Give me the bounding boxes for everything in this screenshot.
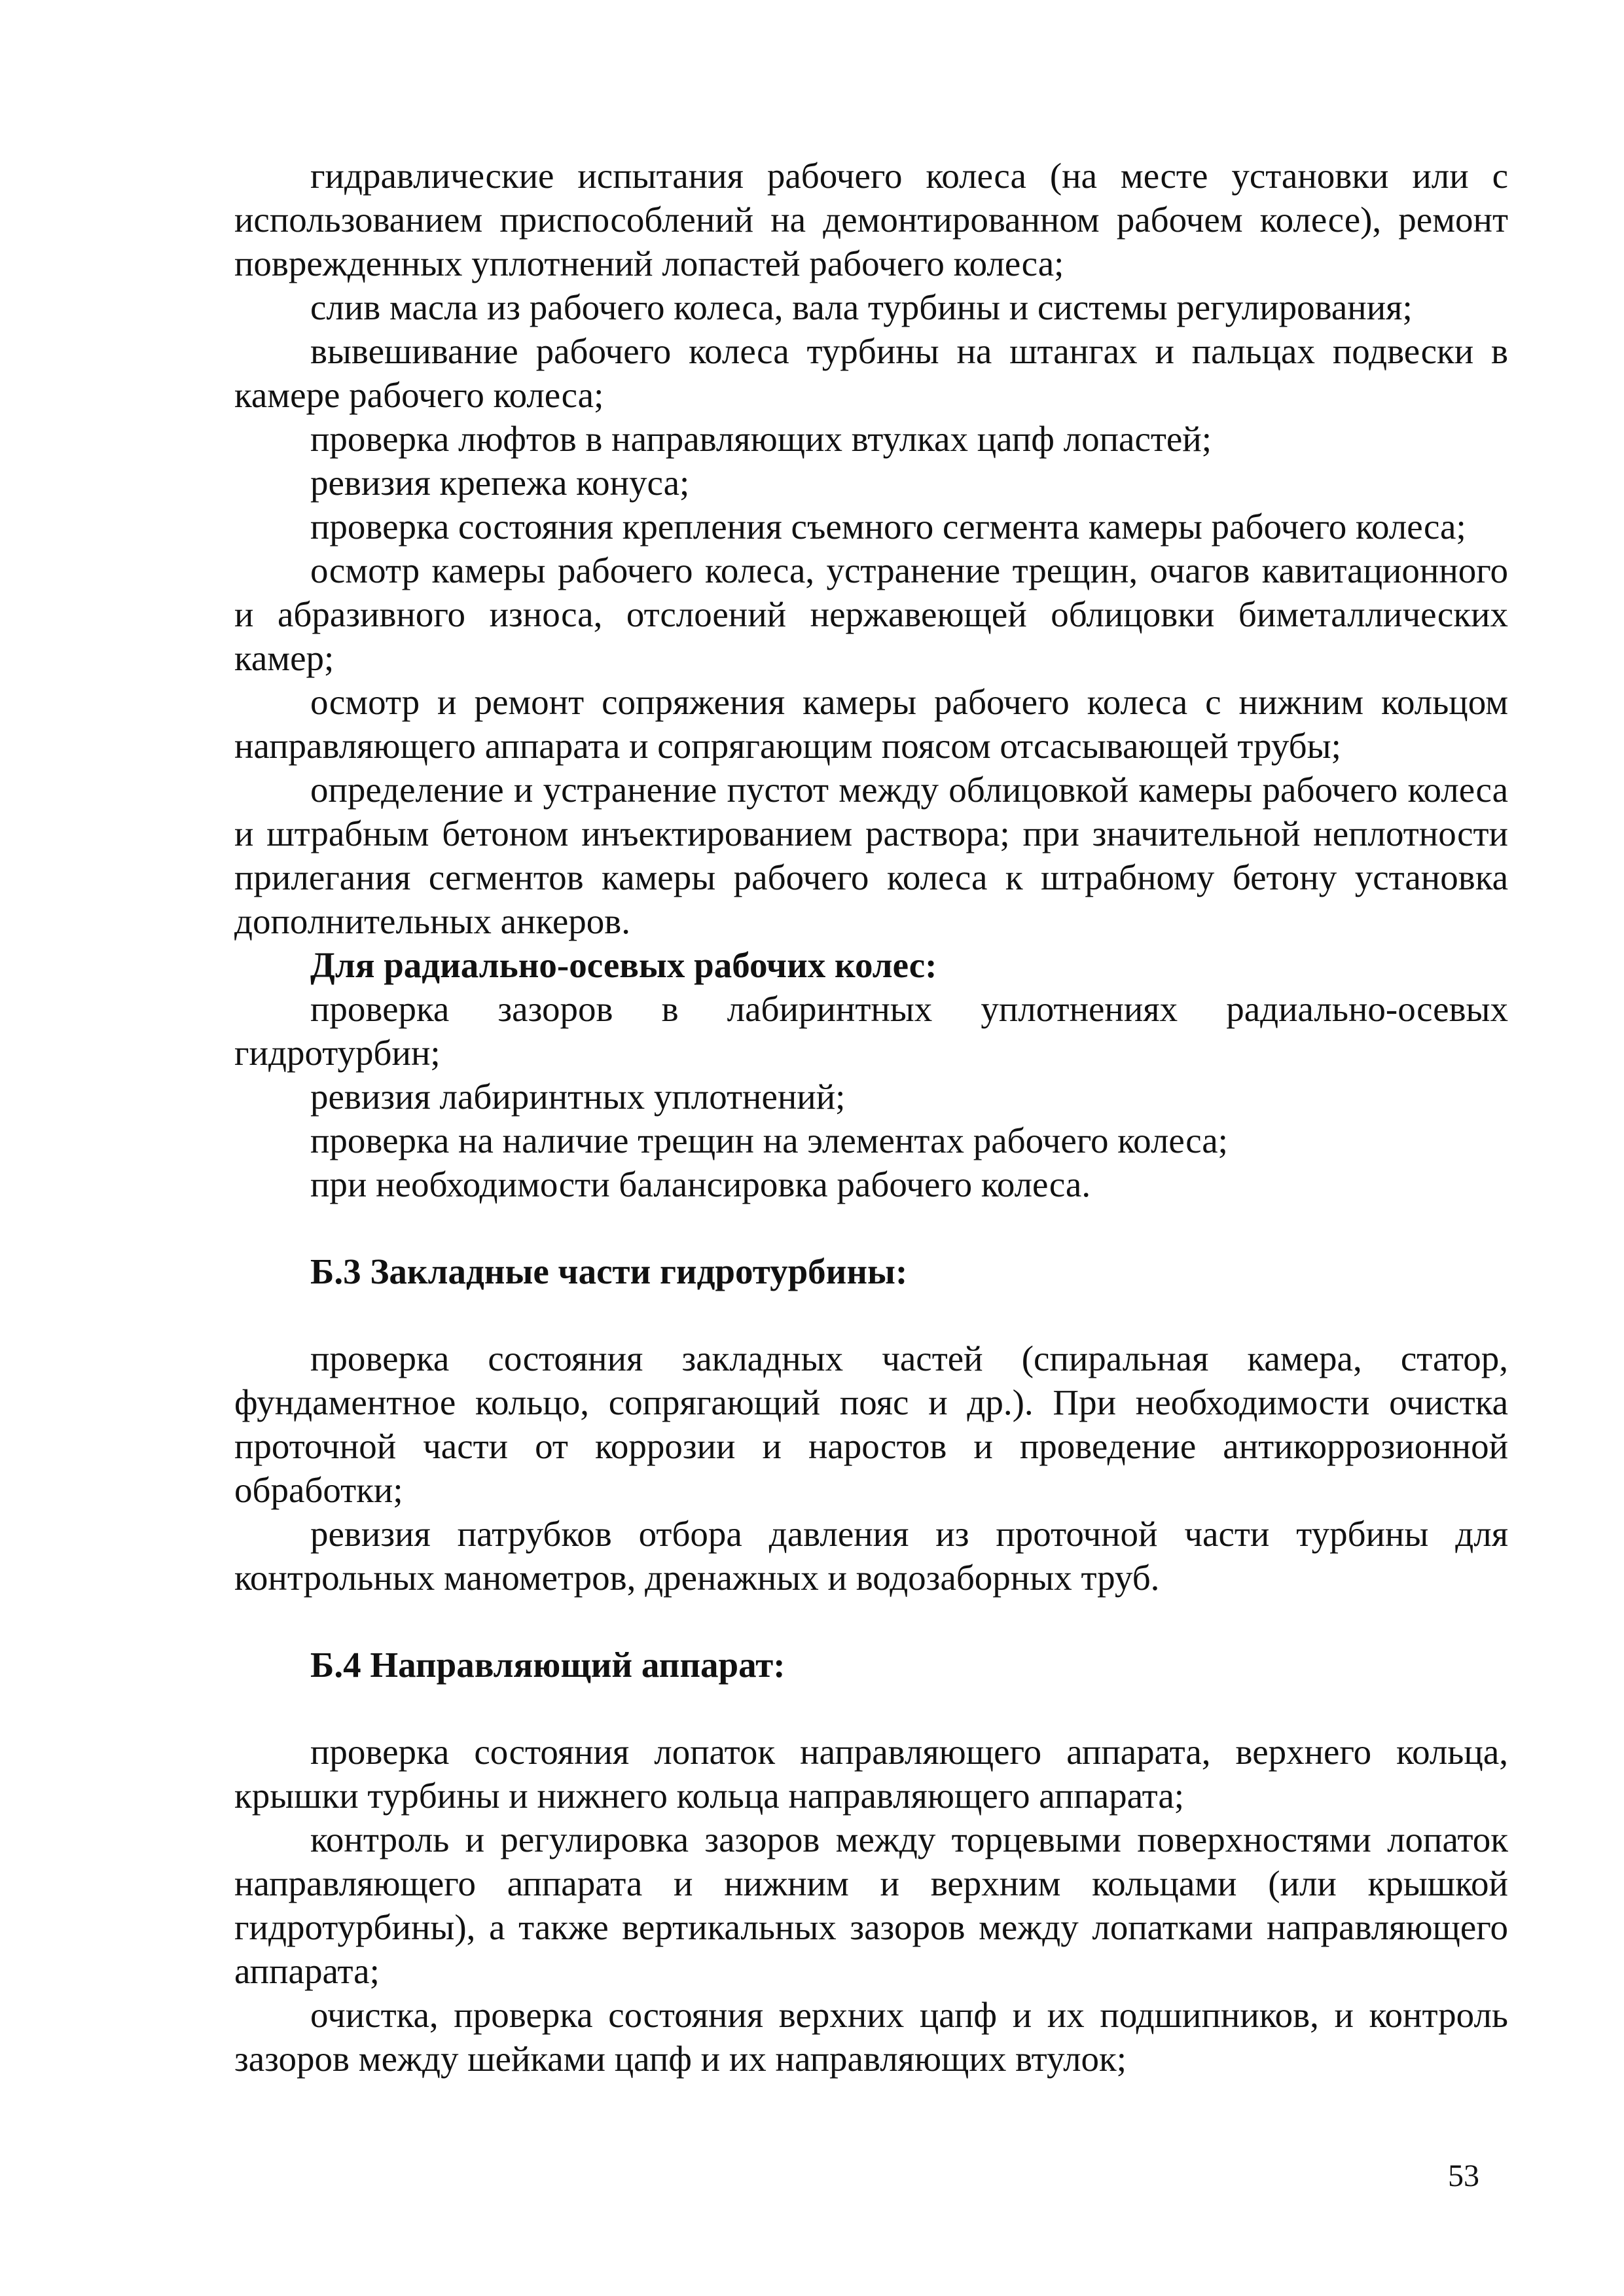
paragraph: проверка на наличие трещин на элементах рабочего колеса; — [310, 1121, 1228, 1160]
paragraph: при необходимости балансировка рабочего колеса. — [310, 1164, 1091, 1204]
paragraph: осмотр камеры рабочего колеса, устранение трещин, очагов кавитационного и абразивного износа, отслоений нержавеющей облицовки биметаллических камер; — [234, 550, 1508, 678]
paragraph: ревизия патрубков отбора давления из проточной части турбины для контрольных манометров, дренажных и водозаборных труб. — [234, 1514, 1508, 1598]
paragraph: ревизия крепежа конуса; — [310, 463, 690, 503]
paragraph: осмотр и ремонт сопряжения камеры рабочего колеса с нижним кольцом направляющего аппарата и сопрягающим поясом отсасывающей трубы; — [234, 682, 1508, 766]
paragraph: определение и устранение пустот между облицовкой камеры рабочего колеса и штрабным бетоном инъектированием раствора; при значительной неплотности прилегания сегментов камеры рабочего колеса к штрабному бетону установка дополнительных анкеров. — [234, 770, 1508, 941]
paragraph: проверка состояния крепления съемного сегмента камеры рабочего колеса; — [310, 507, 1466, 547]
section-title-b4: Б.4 Направляющий аппарат: — [310, 1645, 785, 1685]
page-number: 53 — [1448, 2159, 1479, 2193]
paragraph: проверка люфтов в направляющих втулках цапф лопастей; — [310, 419, 1212, 459]
paragraph: проверка состояния лопаток направляющего аппарата, верхнего кольца, крышки турбины и нижнего кольца направляющего аппарата; — [234, 1732, 1508, 1816]
paragraph: гидравлические испытания рабочего колеса (на месте установки или с использованием приспособлений на демонтированном рабочем колесе), ремонт поврежденных уплотнений лопастей рабочего колеса; — [234, 156, 1508, 283]
paragraph: ревизия лабиринтных уплотнений; — [310, 1077, 846, 1117]
paragraph: проверка зазоров в лабиринтных уплотнениях радиально-осевых гидротурбин; — [234, 989, 1508, 1073]
paragraph: очистка, проверка состояния верхних цапф и их подшипников, и контроль зазоров между шейками цапф и их направляющих втулок; — [234, 1995, 1508, 2079]
paragraph: слив масла из рабочего колеса, вала турбины и системы регулирования; — [310, 287, 1413, 327]
section-title-b3: Б.3 Закладные части гидротурбины: — [310, 1251, 908, 1291]
paragraph: вывешивание рабочего колеса турбины на штангах и пальцах подвески в камере рабочего колеса; — [234, 331, 1508, 415]
paragraph: проверка состояния закладных частей (спиральная камера, статор, фундаментное кольцо, сопрягающий пояс и др.). При необходимости очистка проточной части от коррозии и наростов и проведение антикоррозионной обработки; — [234, 1338, 1508, 1510]
page-body — [234, 154, 1508, 2081]
paragraph: контроль и регулировка зазоров между торцевыми поверхностями лопаток направляющего аппарата и нижним и верхним кольцами (или крышкой гидротурбины), а также вертикальных зазоров между лопатками направляющего аппарата; — [234, 1820, 1508, 1991]
subheading-radial-axial: Для радиально-осевых рабочих колес: — [310, 945, 937, 985]
